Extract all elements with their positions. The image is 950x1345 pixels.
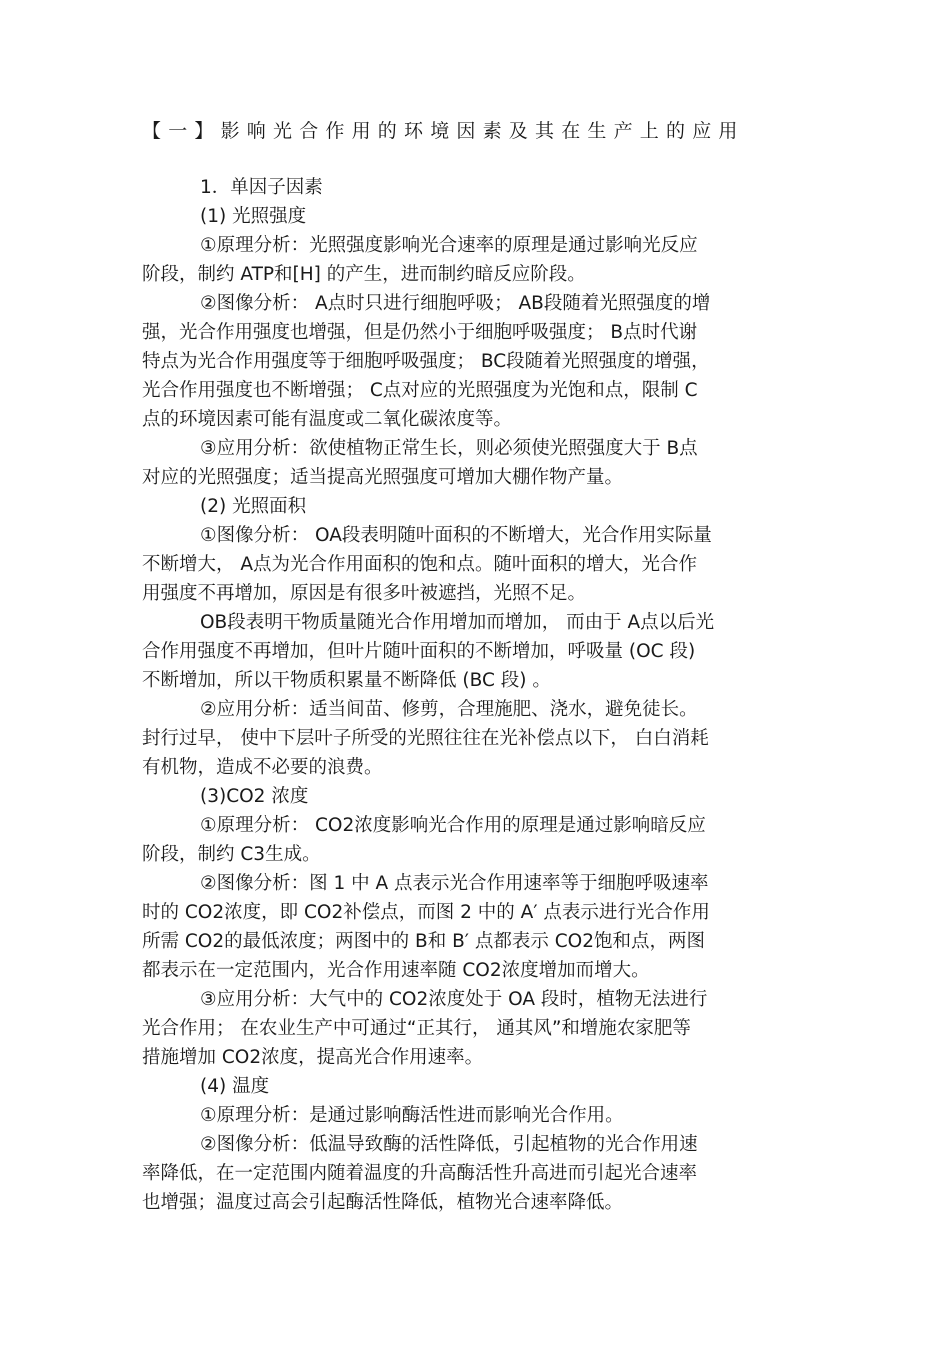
paragraph-line: ②图像分析： A点时只进行细胞呼吸； AB段随着光照强度的增 (200, 293, 711, 314)
paragraph-line: 不断增大， A点为光合作用面积的饱和点。随叶面积的增大，光合作 (142, 554, 698, 575)
section-title: 【一】影响光合作用的环境因素及其在生产上的应用 (142, 120, 745, 142)
paragraph-line: 用强度不再增加，原因是有很多叶被遮挡，光照不足。 (142, 583, 587, 604)
heading-single-factor: 1．单因子因素 (200, 177, 323, 198)
paragraph-line: 措施增加 CO2浓度，提高光合作用速率。 (142, 1047, 484, 1068)
paragraph-line: 对应的光照强度；适当提高光照强度可增加大棚作物产量。 (142, 467, 624, 488)
paragraph-line: ②应用分析：适当间苗、修剪，合理施肥、浇水，避免徒长。 (200, 699, 698, 720)
paragraph-line: 阶段，制约 C3生成。 (142, 844, 321, 865)
paragraph-line: ②图像分析：低温导致酶的活性降低，引起植物的光合作用速 (200, 1134, 698, 1155)
paragraph-line: 所需 CO2的最低浓度；两图中的 B和 B′ 点都表示 CO2饱和点，两图 (142, 931, 705, 952)
paragraph-line: 率降低，在一定范围内随着温度的升高酶活性升高进而引起光合速率 (142, 1163, 698, 1184)
paragraph-line: ③应用分析：大气中的 CO2浓度处于 OA 段时，植物无法进行 (200, 989, 708, 1010)
paragraph-line: 时的 CO2浓度，即 CO2补偿点，而图 2 中的 A′ 点表示进行光合作用 (142, 902, 710, 923)
subheading-co2-concentration: (3)CO2 浓度 (200, 786, 309, 807)
subheading-temperature: (4) 温度 (200, 1076, 270, 1097)
subheading-light-area: (2) 光照面积 (200, 496, 307, 517)
paragraph-line: ①原理分析： CO2浓度影响光合作用的原理是通过影响暗反应 (200, 815, 706, 836)
paragraph-line: 也增强；温度过高会引起酶活性降低，植物光合速率降低。 (142, 1192, 624, 1213)
paragraph-line: ②图像分析：图 1 中 A 点表示光合作用速率等于细胞呼吸速率 (200, 873, 709, 894)
paragraph-line: 光合作用强度也不断增强； C点对应的光照强度为光饱和点，限制 C (142, 380, 698, 401)
paragraph-line: 不断增加，所以干物质积累量不断降低 (BC 段) 。 (142, 670, 551, 691)
subheading-light-intensity: (1) 光照强度 (200, 206, 307, 227)
paragraph-line: 特点为光合作用强度等于细胞呼吸强度； BC段随着光照强度的增强， (142, 351, 710, 372)
paragraph-line: 合作用强度不再增加，但叶片随叶面积的不断增加，呼吸量 (OC 段) (142, 641, 696, 662)
paragraph-line: ①原理分析：是通过影响酶活性进而影响光合作用。 (200, 1105, 624, 1126)
paragraph-line: 有机物，造成不必要的浪费。 (142, 757, 383, 778)
paragraph-line: ①图像分析： OA段表明随叶面积的不断增大，光合作用实际量 (200, 525, 712, 546)
paragraph-line: OB段表明干物质量随光合作用增加而增加， 而由于 A点以后光 (200, 612, 715, 633)
paragraph-line: ①原理分析：光照强度影响光合速率的原理是通过影响光反应 (200, 235, 698, 256)
paragraph-line: 封行过早， 使中下层叶子所受的光照往往在光补偿点以下， 白白消耗 (142, 728, 709, 749)
paragraph-line: 光合作用； 在农业生产中可通过“正其行， 通其风”和增施农家肥等 (142, 1018, 691, 1039)
paragraph-line: 强，光合作用强度也增强，但是仍然小于细胞呼吸强度； B点时代谢 (142, 322, 698, 343)
paragraph-line: ③应用分析：欲使植物正常生长，则必须使光照强度大于 B点 (200, 438, 698, 459)
paragraph-line: 阶段，制约 ATP和[H] 的产生，进而制约暗反应阶段。 (142, 264, 586, 285)
paragraph-line: 都表示在一定范围内，光合作用速率随 CO2浓度增加而增大。 (142, 960, 650, 981)
paragraph-line: 点的环境因素可能有温度或二氧化碳浓度等。 (142, 409, 513, 430)
